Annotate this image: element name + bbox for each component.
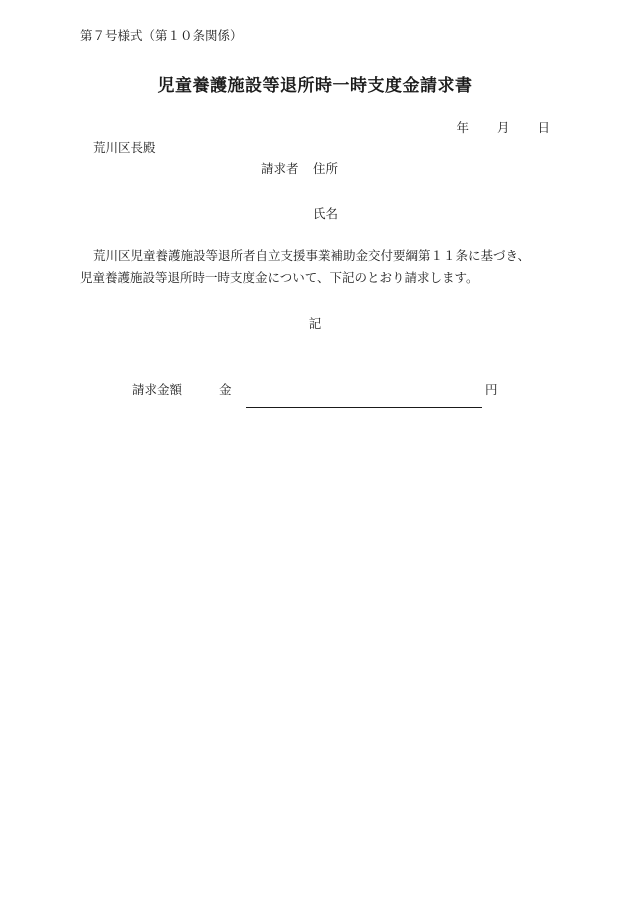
- name-label: 氏名: [313, 206, 339, 221]
- body-line-2: 児童養護施設等退所時一時支度金について、下記のとおり請求します。: [80, 270, 479, 285]
- body-line-1: 荒川区児童養護施設等退所者自立支援事業補助金交付要綱第１１条に基づき、: [93, 248, 531, 263]
- amount-prefix: 金: [219, 382, 232, 397]
- form-number: 第７号様式（第１０条関係）: [80, 28, 243, 43]
- amount-unit: 円: [485, 382, 498, 397]
- date-row: [456, 118, 550, 136]
- amount-underline: [246, 407, 482, 408]
- amount-label: 請求金額: [132, 382, 183, 397]
- request-body: [80, 245, 560, 289]
- requester-label: 請求者: [261, 161, 299, 176]
- document-title: 児童養護施設等退所時一時支度金請求書: [157, 76, 473, 96]
- date-year-label: 年: [456, 120, 469, 135]
- date-day-label: 日: [537, 120, 550, 135]
- address-label: 住所: [313, 161, 339, 176]
- date-month-label: 月: [496, 120, 510, 135]
- addressee: 荒川区長殿: [93, 140, 156, 155]
- ki-heading: 記: [308, 316, 322, 331]
